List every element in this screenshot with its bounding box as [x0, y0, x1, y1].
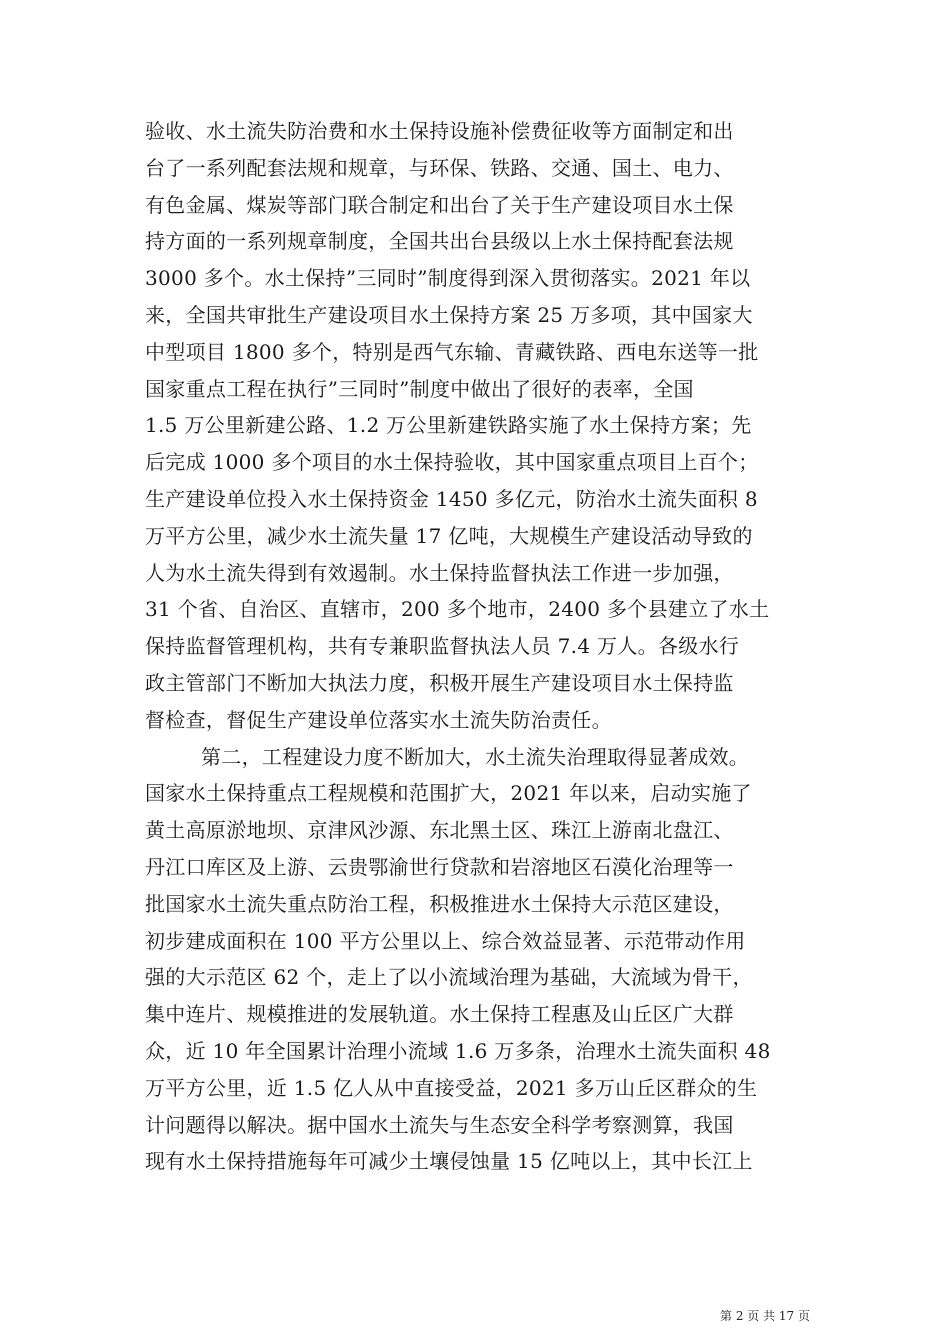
paragraph-2: [145, 739, 810, 1181]
text-line: 国家水土保持重点工程规模和范围扩大，2021 年以来，启动实施了: [145, 781, 752, 806]
text-line: 3000 多个。水土保持”三同时”制度得到深入贯彻落实。2021 年以: [145, 266, 751, 291]
text-line: 国家重点工程在执行”三同时”制度中做出了很好的表率，全国: [145, 376, 694, 401]
text-line: 集中连片、规模推进的发展轨道。水土保持工程惠及山丘区广大群: [145, 1002, 734, 1027]
text-line: 生产建设单位投入水土保持资金 1450 多亿元，防治水土流失面积 8: [145, 486, 758, 511]
text-line: 初步建成面积在 100 平方公里以上、综合效益显著、示范带动作用: [145, 928, 746, 953]
text-line: 保持监督管理机构，共有专兼职监督执法人员 7.4 万人。各级水行: [145, 634, 740, 659]
text-line: 台了一系列配套法规和规章，与环保、铁路、交通、国土、电力、: [145, 155, 734, 180]
document-body: [145, 113, 810, 1180]
text-line: 政主管部门不断加大执法力度，积极开展生产建设项目水土保持监: [145, 670, 734, 695]
text-line: 现有水土保持措施每年可减少土壤侵蚀量 15 亿吨以上，其中长江上: [145, 1149, 753, 1174]
text-line: 众，近 10 年全国累计治理小流域 1.6 万多条，治理水土流失面积 48: [145, 1038, 771, 1063]
text-line: 验收、水土流失防治费和水土保持设施补偿费征收等方面制定和出: [145, 119, 734, 143]
text-line: 督检查，督促生产建设单位落实水土流失防治责任。: [145, 707, 612, 732]
text-line-indented: 第二，工程建设力度不断加大，水土流失治理取得显著成效。: [201, 744, 750, 769]
text-line: 丹江口库区及上游、云贵鄂渝世行贷款和岩溶地区石漠化治理等一: [145, 854, 734, 879]
text-line: 万平方公里，近 1.5 亿人从中直接受益，2021 多万山丘区群众的生: [145, 1075, 758, 1100]
text-line: 中型项目 1800 多个，特别是西气东输、青藏铁路、西电东送等一批: [145, 339, 759, 364]
text-line: 人为水土流失得到有效遏制。水土保持监督执法工作进一步加强，: [145, 560, 734, 585]
text-line: 31 个省、自治区、直辖市，200 多个地市，2400 多个县建立了水土: [145, 597, 770, 622]
text-line: 后完成 1000 多个项目的水土保持验收，其中国家重点项目上百个；: [145, 450, 759, 475]
page-number-footer: 第 2 页 共 17 页: [720, 1309, 810, 1323]
text-line: 强的大示范区 62 个，走上了以小流域治理为基础，大流域为骨干，: [145, 965, 753, 990]
text-line: 1.5 万公里新建公路、1.2 万公里新建铁路实施了水土保持方案；先: [145, 413, 752, 438]
text-line: 计问题得以解决。据中国水土流失与生态安全科学考察测算，我国: [145, 1112, 734, 1137]
text-line: 万平方公里，减少水土流失量 17 亿吨，大规模生产建设活动导致的: [145, 523, 753, 548]
text-line: 持方面的一系列规章制度，全国共出台县级以上水土保持配套法规: [145, 229, 734, 254]
text-line: 来，全国共审批生产建设项目水土保持方案 25 万多项，其中国家大: [145, 302, 753, 327]
text-line: 有色金属、煤炭等部门联合制定和出台了关于生产建设项目水土保: [145, 192, 734, 217]
text-line: 批国家水土流失重点防治工程，积极推进水土保持大示范区建设，: [145, 891, 734, 916]
text-line: 黄土高原淤地坝、京津风沙源、东北黑土区、珠江上游南北盘江、: [145, 818, 734, 843]
paragraph-1: [145, 113, 810, 739]
